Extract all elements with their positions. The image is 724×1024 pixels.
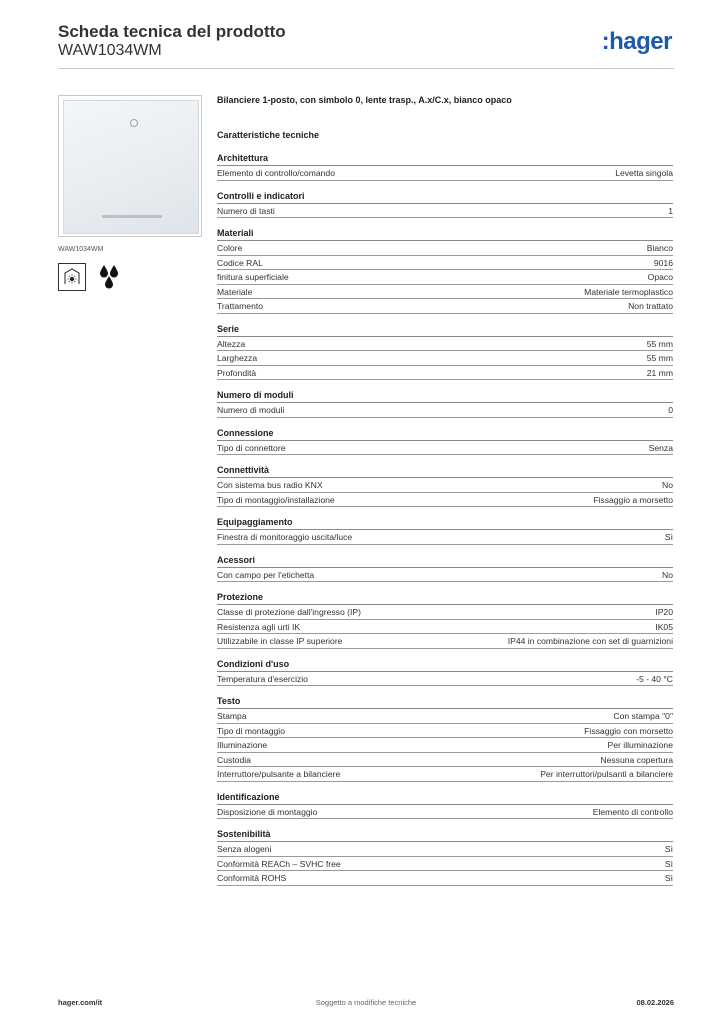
section-title: Condizioni d'uso [217,658,673,672]
characteristics-heading: Caratteristiche tecniche [217,130,320,140]
spec-row [217,842,673,857]
spec-section [217,554,673,583]
section-title: Connessione [217,427,673,441]
spec-section [217,791,673,820]
spec-row [217,568,673,583]
spec-value: -5 - 40 °C [636,673,673,684]
spec-value: 55 mm [646,353,673,363]
spec-sections [217,152,673,886]
spec-section [217,152,673,181]
spec-row [217,857,673,872]
spec-label: Larghezza [217,353,258,363]
spec-label: Senza alogeni [217,844,272,854]
spec-row [217,709,673,724]
spec-value: Senza [648,442,673,453]
section-title: Serie [217,323,673,337]
spec-section [217,695,673,782]
spec-value: Levetta singola [615,168,673,178]
spec-value: No [662,480,673,490]
spec-label: Numero di moduli [217,405,285,415]
spec-value: Sì [664,858,673,869]
spec-label: Stampa [217,711,247,721]
spec-label: finitura superficiale [217,272,289,282]
spec-label: Con campo per l'etichetta [217,569,315,580]
indoor-light-icon [58,263,86,291]
spec-label: Finestra di monitoraggio uscita/luce [217,532,353,542]
spec-row [217,270,673,285]
spec-value: Opaco [647,272,673,282]
spec-value: Sì [664,532,673,542]
spec-row [217,805,673,820]
section-title: Identificazione [217,791,673,805]
spec-value: 55 mm [646,338,673,349]
spec-row [217,493,673,508]
spec-value: Con stampa "0" [613,711,673,721]
spec-label: Resistenza agli urti IK [217,621,301,632]
spec-label: Temperatura d'esercizio [217,673,308,684]
section-title: Numero di moduli [217,389,673,403]
spec-value: Nessuna copertura [600,754,673,765]
spec-value: Fissaggio con morsetto [584,725,673,736]
spec-label: Illuminazione [217,740,268,750]
spec-row [217,256,673,271]
spec-label: Utilizzabile in classe IP superiore [217,636,343,646]
product-column [58,95,202,291]
spec-row [217,441,673,456]
spec-row [217,724,673,739]
section-title: Materiali [217,227,673,241]
product-code: WAW1034WM [58,42,162,59]
section-title: Acessori [217,554,673,568]
spec-label: Tipo di connettore [217,442,286,453]
spec-value: Per interruttori/pulsanti a bilanciere [540,769,673,779]
spec-row [217,620,673,635]
spec-section [217,516,673,545]
product-caption: WAW1034WM [58,246,104,253]
page-title: Scheda tecnica del prodotto [58,22,286,41]
spec-row [217,204,673,219]
logo-text: hager [609,28,672,55]
spec-value: Fissaggio a morsetto [593,494,673,505]
spec-value: Elemento di controllo [592,806,673,817]
spec-section [217,227,673,314]
spec-row [217,871,673,886]
spec-value: 0 [668,405,673,415]
section-title: Testo [217,695,673,709]
spec-value: Sì [664,873,673,883]
spec-value: 9016 [653,257,673,268]
spec-row [217,634,673,649]
spec-label: Materiale [217,286,253,297]
spec-value: No [662,569,673,580]
spec-label: Conformità ROHS [217,873,287,883]
spec-label: Trattamento [217,301,264,311]
specification-column [217,95,673,895]
certification-icons [58,263,202,291]
spec-section [217,323,673,381]
spec-row [217,738,673,753]
spec-value: IP44 in combinazione con set di guarnizioni [507,636,673,646]
hager-logo [602,28,672,56]
spec-section [217,190,673,219]
section-title: Protezione [217,591,673,605]
spec-row [217,366,673,381]
spec-value: Sì [664,844,673,854]
section-title: Equipaggiamento [217,516,673,530]
spec-value: IK05 [655,621,673,632]
section-title: Architettura [217,152,673,166]
spec-label: Disposizione di montaggio [217,806,318,817]
spec-row [217,767,673,782]
spec-section [217,828,673,886]
spec-value: 1 [668,205,673,216]
spec-row [217,478,673,493]
spec-value: 21 mm [646,367,673,378]
section-title: Sostenibilità [217,828,673,842]
footer-date: 08.02.2026 [636,998,674,1007]
header-divider [58,68,674,69]
spec-row [217,299,673,314]
spec-section [217,591,673,649]
section-title: Controlli e indicatori [217,190,673,204]
spec-label: Profondità [217,367,257,378]
spec-value: Materiale termoplastico [584,286,673,297]
spec-row [217,285,673,300]
spec-value: Bianco [646,243,673,253]
spec-label: Classe di protezione dall'ingresso (IP) [217,607,361,617]
spec-label: Conformità REACh – SVHC free [217,858,341,869]
spec-section [217,389,673,418]
switch-plate [63,100,199,234]
water-drops-icon [96,263,122,289]
section-title: Connettività [217,464,673,478]
footer-note: Soggetto a modifiche tecniche [315,998,417,1007]
spec-row [217,753,673,768]
led-indicator [130,119,138,127]
spec-label: Con sistema bus radio KNX [217,480,323,490]
spec-value: Non trattato [628,301,673,311]
logo-mark: : [601,28,610,55]
product-image [58,95,202,237]
spec-label: Tipo di montaggio [217,725,285,736]
spec-label: Colore [217,243,243,253]
spec-value: Per illuminazione [607,740,673,750]
spec-label: Tipo di montaggio/installazione [217,494,335,505]
footer-website[interactable]: hager.com/it [58,998,103,1007]
spec-row [217,530,673,545]
spec-row [217,241,673,256]
spec-row [217,605,673,620]
spec-row [217,672,673,687]
spec-row [217,351,673,366]
spec-label: Numero di tasti [217,205,275,216]
spec-row [217,403,673,418]
spec-section [217,658,673,687]
spec-label: Interruttore/pulsante a bilanciere [217,769,341,779]
spec-label: Codice RAL [217,257,263,268]
spec-label: Custodia [217,754,251,765]
spec-label: Altezza [217,338,246,349]
product-description: Bilanciere 1-posto, con simbolo 0, lente trasp., A.x/C.x, bianco opaco [217,95,512,105]
spec-section [217,464,673,507]
spec-value: IP20 [655,607,673,617]
page-header [58,22,674,70]
spec-row [217,337,673,352]
spec-row [217,166,673,181]
spec-label: Elemento di controllo/comando [217,168,335,178]
lens-bar [102,215,162,218]
spec-section [217,427,673,456]
